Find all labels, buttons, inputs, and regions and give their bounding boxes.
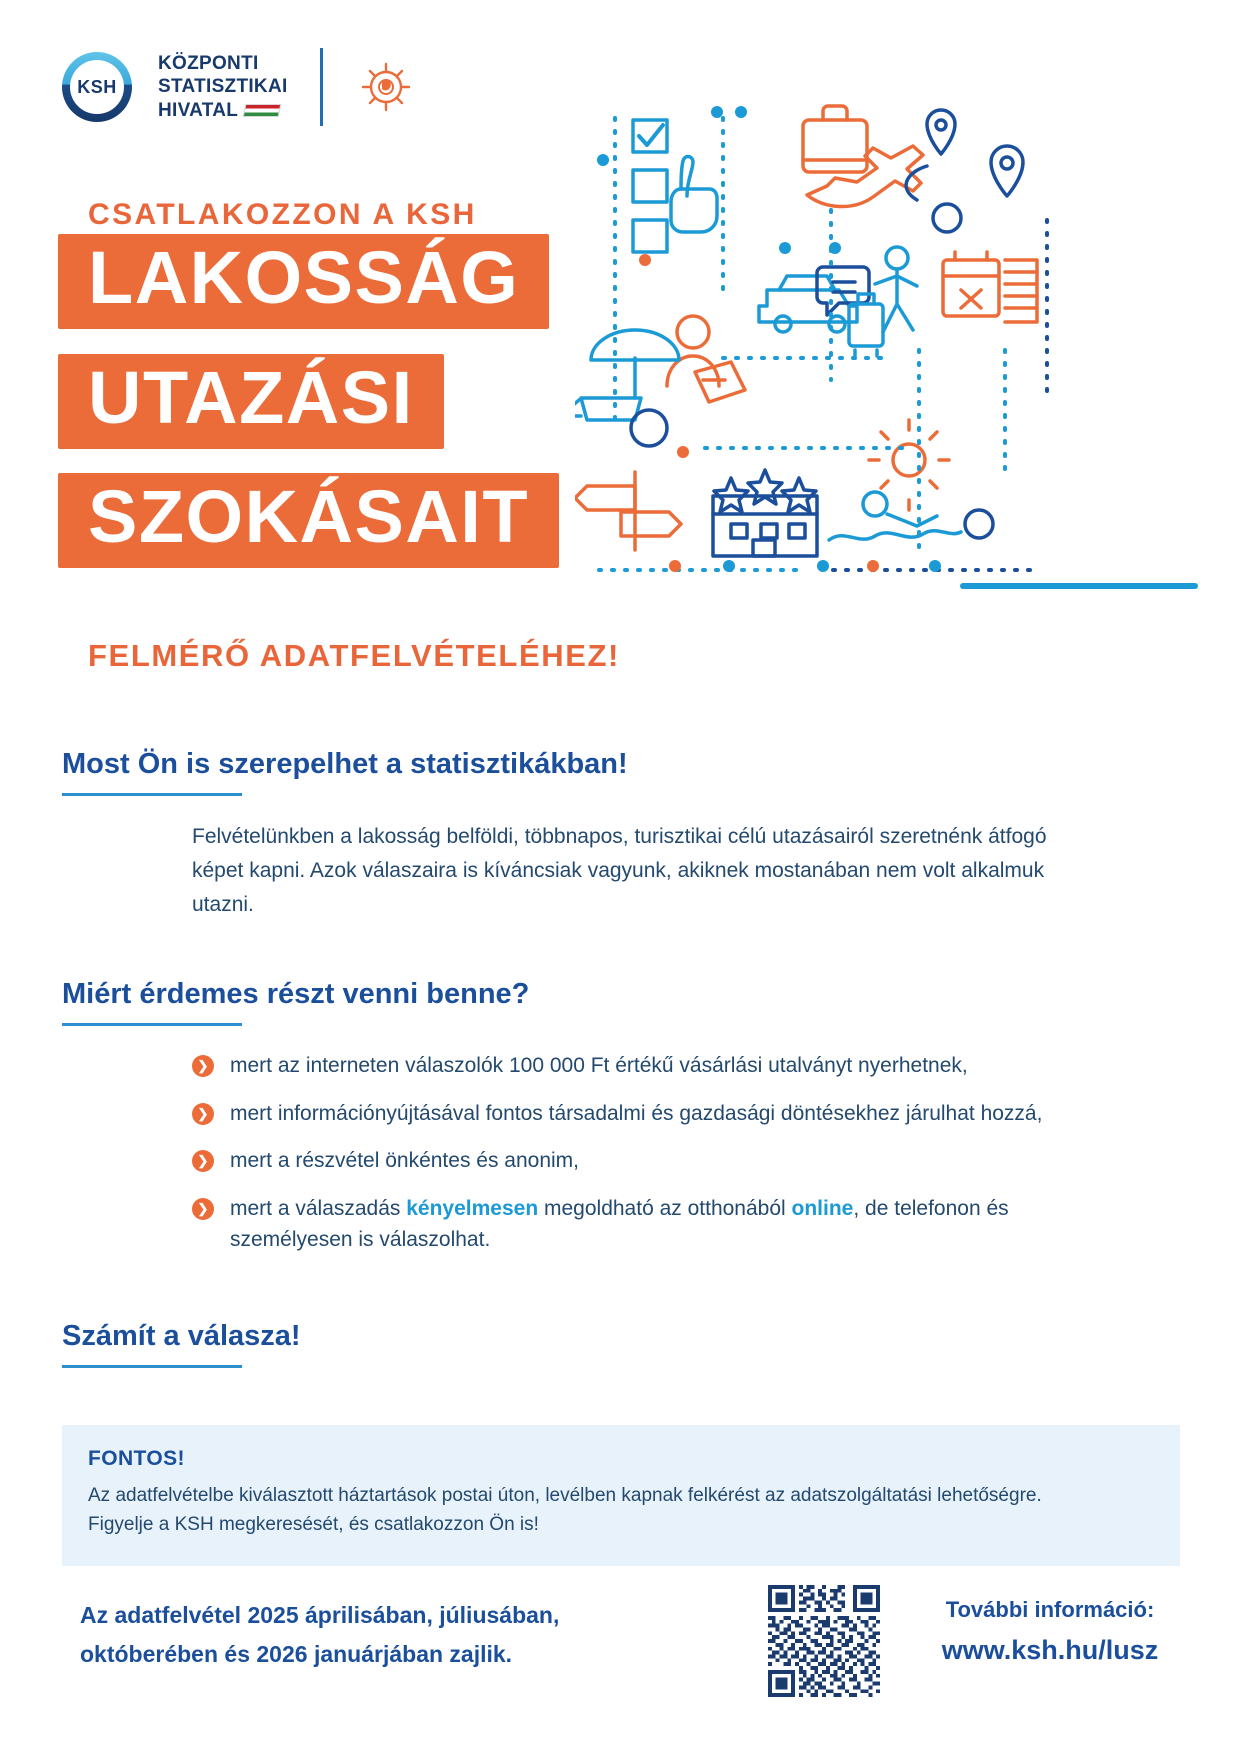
list-item-label-rich	[230, 1193, 1092, 1256]
ksh-org-line1: KÖZPONTI	[158, 53, 259, 75]
swimmer-icon	[829, 492, 961, 540]
signpost-icon	[575, 472, 681, 550]
suitcase-plane-icon	[803, 106, 923, 207]
list-item	[192, 1145, 1092, 1177]
sun-icon	[869, 420, 949, 510]
chevron-right-icon: ❯	[192, 1103, 214, 1125]
list-item-label: mert a részvétel önkéntes és anonim,	[230, 1149, 580, 1172]
more-info-label: További információ:	[945, 1597, 1155, 1622]
list-item	[192, 1050, 1092, 1082]
ksh-org-line3: HIVATAL	[158, 99, 239, 121]
list-item-label: mert információnyújtásával fontos társadalmi és gazdasági döntésekhez járulhat hozzá,	[230, 1101, 1043, 1125]
checklist-icon	[633, 120, 717, 252]
schedule-line-2: októberében és 2026 januárjában zajlik.	[80, 1641, 513, 1668]
ksh-logo-mark	[62, 52, 132, 122]
beach-chair-icon	[575, 330, 679, 420]
benefits-list	[192, 1050, 1092, 1272]
ksh-org-line2: STATISZTIKAI	[158, 76, 288, 98]
ksh-logo-text: KSH	[77, 76, 117, 97]
list-item	[192, 1098, 1092, 1130]
bullet-text-pre: mert a válaszadás	[230, 1196, 407, 1220]
travel-illustration	[575, 100, 1200, 620]
hero-line-2: UTAZÁSI	[58, 354, 444, 449]
important-notice-box	[62, 1425, 1180, 1566]
traveler-icon	[849, 247, 917, 356]
bullet-highlight-kenyelmesen: kényelmesen	[406, 1196, 539, 1220]
website-url[interactable]: www.ksh.hu/lusz	[941, 1635, 1159, 1665]
survey-schedule	[80, 1596, 640, 1674]
hero-line-3: SZOKÁSAIT	[58, 473, 559, 568]
notice-line-2: Figyelje a KSH megkeresését, és csatlakozzon Ön is!	[88, 1514, 539, 1536]
hero-subline: FELMÉRŐ ADATFELVÉTELÉHEZ!	[88, 638, 620, 673]
ksh-logo	[62, 48, 417, 126]
section-title-3: Számít a válasza!	[62, 1320, 301, 1352]
section-title-1: Most Ön is szerepelhet a statisztikákban!	[62, 748, 628, 780]
chevron-right-icon: ❯	[192, 1150, 214, 1172]
header-divider	[320, 48, 323, 126]
schedule-line-1: Az adatfelvétel 2025 áprilisában, júliusában,	[80, 1602, 560, 1628]
hotel-icon	[713, 470, 817, 556]
hero-line-1: LAKOSSÁG	[58, 234, 549, 329]
ksh-org-name	[158, 52, 288, 122]
section-title-2: Miért érdemes részt venni benne?	[62, 978, 530, 1010]
bullet-text-post: , de telefonon és személyesen is válaszolhat.	[230, 1196, 1009, 1251]
notice-title: FONTOS!	[88, 1447, 185, 1470]
decor-dots	[597, 106, 941, 572]
sun-emblem-icon	[355, 56, 417, 118]
more-info	[920, 1597, 1180, 1666]
qr-code[interactable]	[768, 1585, 880, 1697]
section-rule-1	[62, 793, 242, 796]
section-rule-2	[62, 1023, 242, 1026]
notice-line-1: Az adatfelvételbe kiválasztott háztartások postai úton, levélben kapnak felkérést az adatszolgáltatási lehetőségre.	[88, 1485, 1042, 1506]
hero-kicker: CSATLAKOZZON A KSH	[88, 198, 477, 231]
section-rule-3	[62, 1365, 242, 1368]
calendar-icon	[943, 252, 1037, 322]
section-paragraph-1: Felvételünkben a lakosság belföldi, többnapos, turisztikai célú utazásairól szeretnénk átfogó képet kapni. Azok válaszaira is kíváncsiak vagyunk, akiknek mostanában nem volt alkalmuk utazni.	[192, 825, 1047, 917]
chevron-right-icon: ❯	[192, 1198, 214, 1220]
chevron-right-icon: ❯	[192, 1055, 214, 1077]
bullet-text-mid: megoldható az otthonából	[538, 1196, 792, 1220]
bullet-highlight-online: online	[791, 1196, 854, 1220]
list-item	[192, 1193, 1092, 1256]
hungarian-flag-icon	[243, 104, 282, 117]
list-item-label: mert az interneten válaszolók 100 000 Ft értékű vásárlási utalványt nyerhetnek,	[230, 1054, 968, 1077]
